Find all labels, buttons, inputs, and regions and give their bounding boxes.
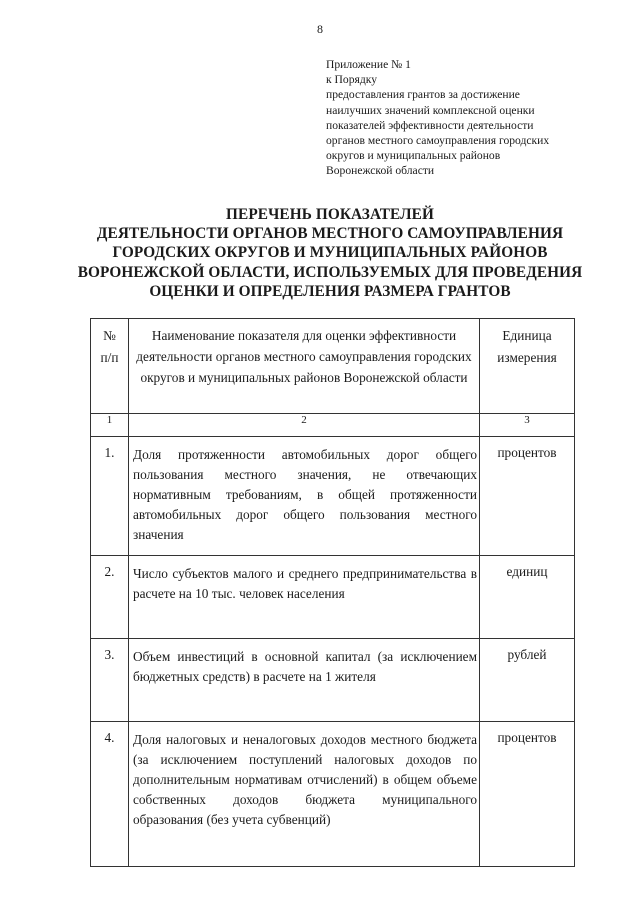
appendix-line: Приложение № 1 <box>326 58 411 71</box>
title-line: ДЕЯТЕЛЬНОСТИ ОРГАНОВ МЕСТНОГО САМОУПРАВЛЕНИЯ <box>96 225 564 243</box>
table-row <box>91 722 575 867</box>
row-number: 4. <box>91 722 129 867</box>
table-row <box>91 556 575 639</box>
table-row <box>91 437 575 556</box>
indicators-table <box>90 318 575 867</box>
indicator-name: Объем инвестиций в основной капитал (за исключением бюджетных средств) в расчете на 1 жителя <box>129 639 480 722</box>
indicator-unit: единиц <box>480 556 575 639</box>
indicator-name: Доля протяженности автомобильных дорог общего пользования местного значения, не отвечающих нормативным требованиям, в общей протяженности автомобильных дорог общего пользования местного значения <box>129 437 480 556</box>
row-number: 1. <box>91 437 129 556</box>
column-number: 2 <box>129 414 480 437</box>
header-unit-line2: измерения <box>497 350 557 365</box>
title-line: ГОРОДСКИХ ОКРУГОВ И МУНИЦИПАЛЬНЫХ РАЙОНОВ <box>112 244 548 262</box>
appendix-line: наилучших значений комплексной оценки <box>326 103 535 117</box>
title-line: ПЕРЕЧЕНЬ ПОКАЗАТЕЛЕЙ <box>226 206 434 223</box>
column-number: 1 <box>91 414 129 437</box>
table-header-row <box>91 319 575 414</box>
title-line: ВОРОНЕЖСКОЙ ОБЛАСТИ, ИСПОЛЬЗУЕМЫХ ДЛЯ ПРОВЕДЕНИЯ <box>77 263 583 281</box>
header-num-cell <box>91 319 129 414</box>
header-unit-line1: Единица <box>502 328 552 343</box>
appendix-line: органов местного самоуправления городских <box>326 134 550 148</box>
page-number: 8 <box>317 22 323 36</box>
appendix-note <box>326 57 626 179</box>
column-number: 3 <box>480 414 575 437</box>
indicator-name: Доля налоговых и неналоговых доходов местного бюджета (за исключением поступлений налоговых доходов по дополнительным нормативам отчислений) в общем объеме собственных доходов бюджета муниципального образования (без учета субвенций) <box>129 722 480 867</box>
appendix-line: к Порядку <box>326 73 377 87</box>
title-line: ОЦЕНКИ И ОПРЕДЕЛЕНИЯ РАЗМЕРА ГРАНТОВ <box>149 282 511 300</box>
indicator-unit: процентов <box>480 437 575 556</box>
indicator-unit: процентов <box>480 722 575 867</box>
appendix-line: показателей эффективности деятельности <box>326 118 534 132</box>
table-row <box>91 639 575 722</box>
appendix-line: Воронежской области <box>326 164 435 178</box>
indicator-unit: рублей <box>480 639 575 722</box>
appendix-line: округов и муниципальных районов <box>326 149 501 163</box>
header-num-line2: п/п <box>100 350 119 365</box>
header-num-line1: № <box>103 328 116 343</box>
appendix-line: предоставления грантов за достижение <box>326 88 520 102</box>
row-number: 2. <box>91 556 129 639</box>
header-name-cell: Наименование показателя для оценки эффективности деятельности органов местного самоуправления городских округов и муниципальных районов Воронежской области <box>129 319 480 414</box>
document-title <box>60 205 600 301</box>
row-number: 3. <box>91 639 129 722</box>
indicator-name: Число субъектов малого и среднего предпринимательства в расчете на 10 тыс. человек населения <box>129 556 480 639</box>
header-unit-cell <box>480 319 575 414</box>
column-number-row <box>91 414 575 437</box>
